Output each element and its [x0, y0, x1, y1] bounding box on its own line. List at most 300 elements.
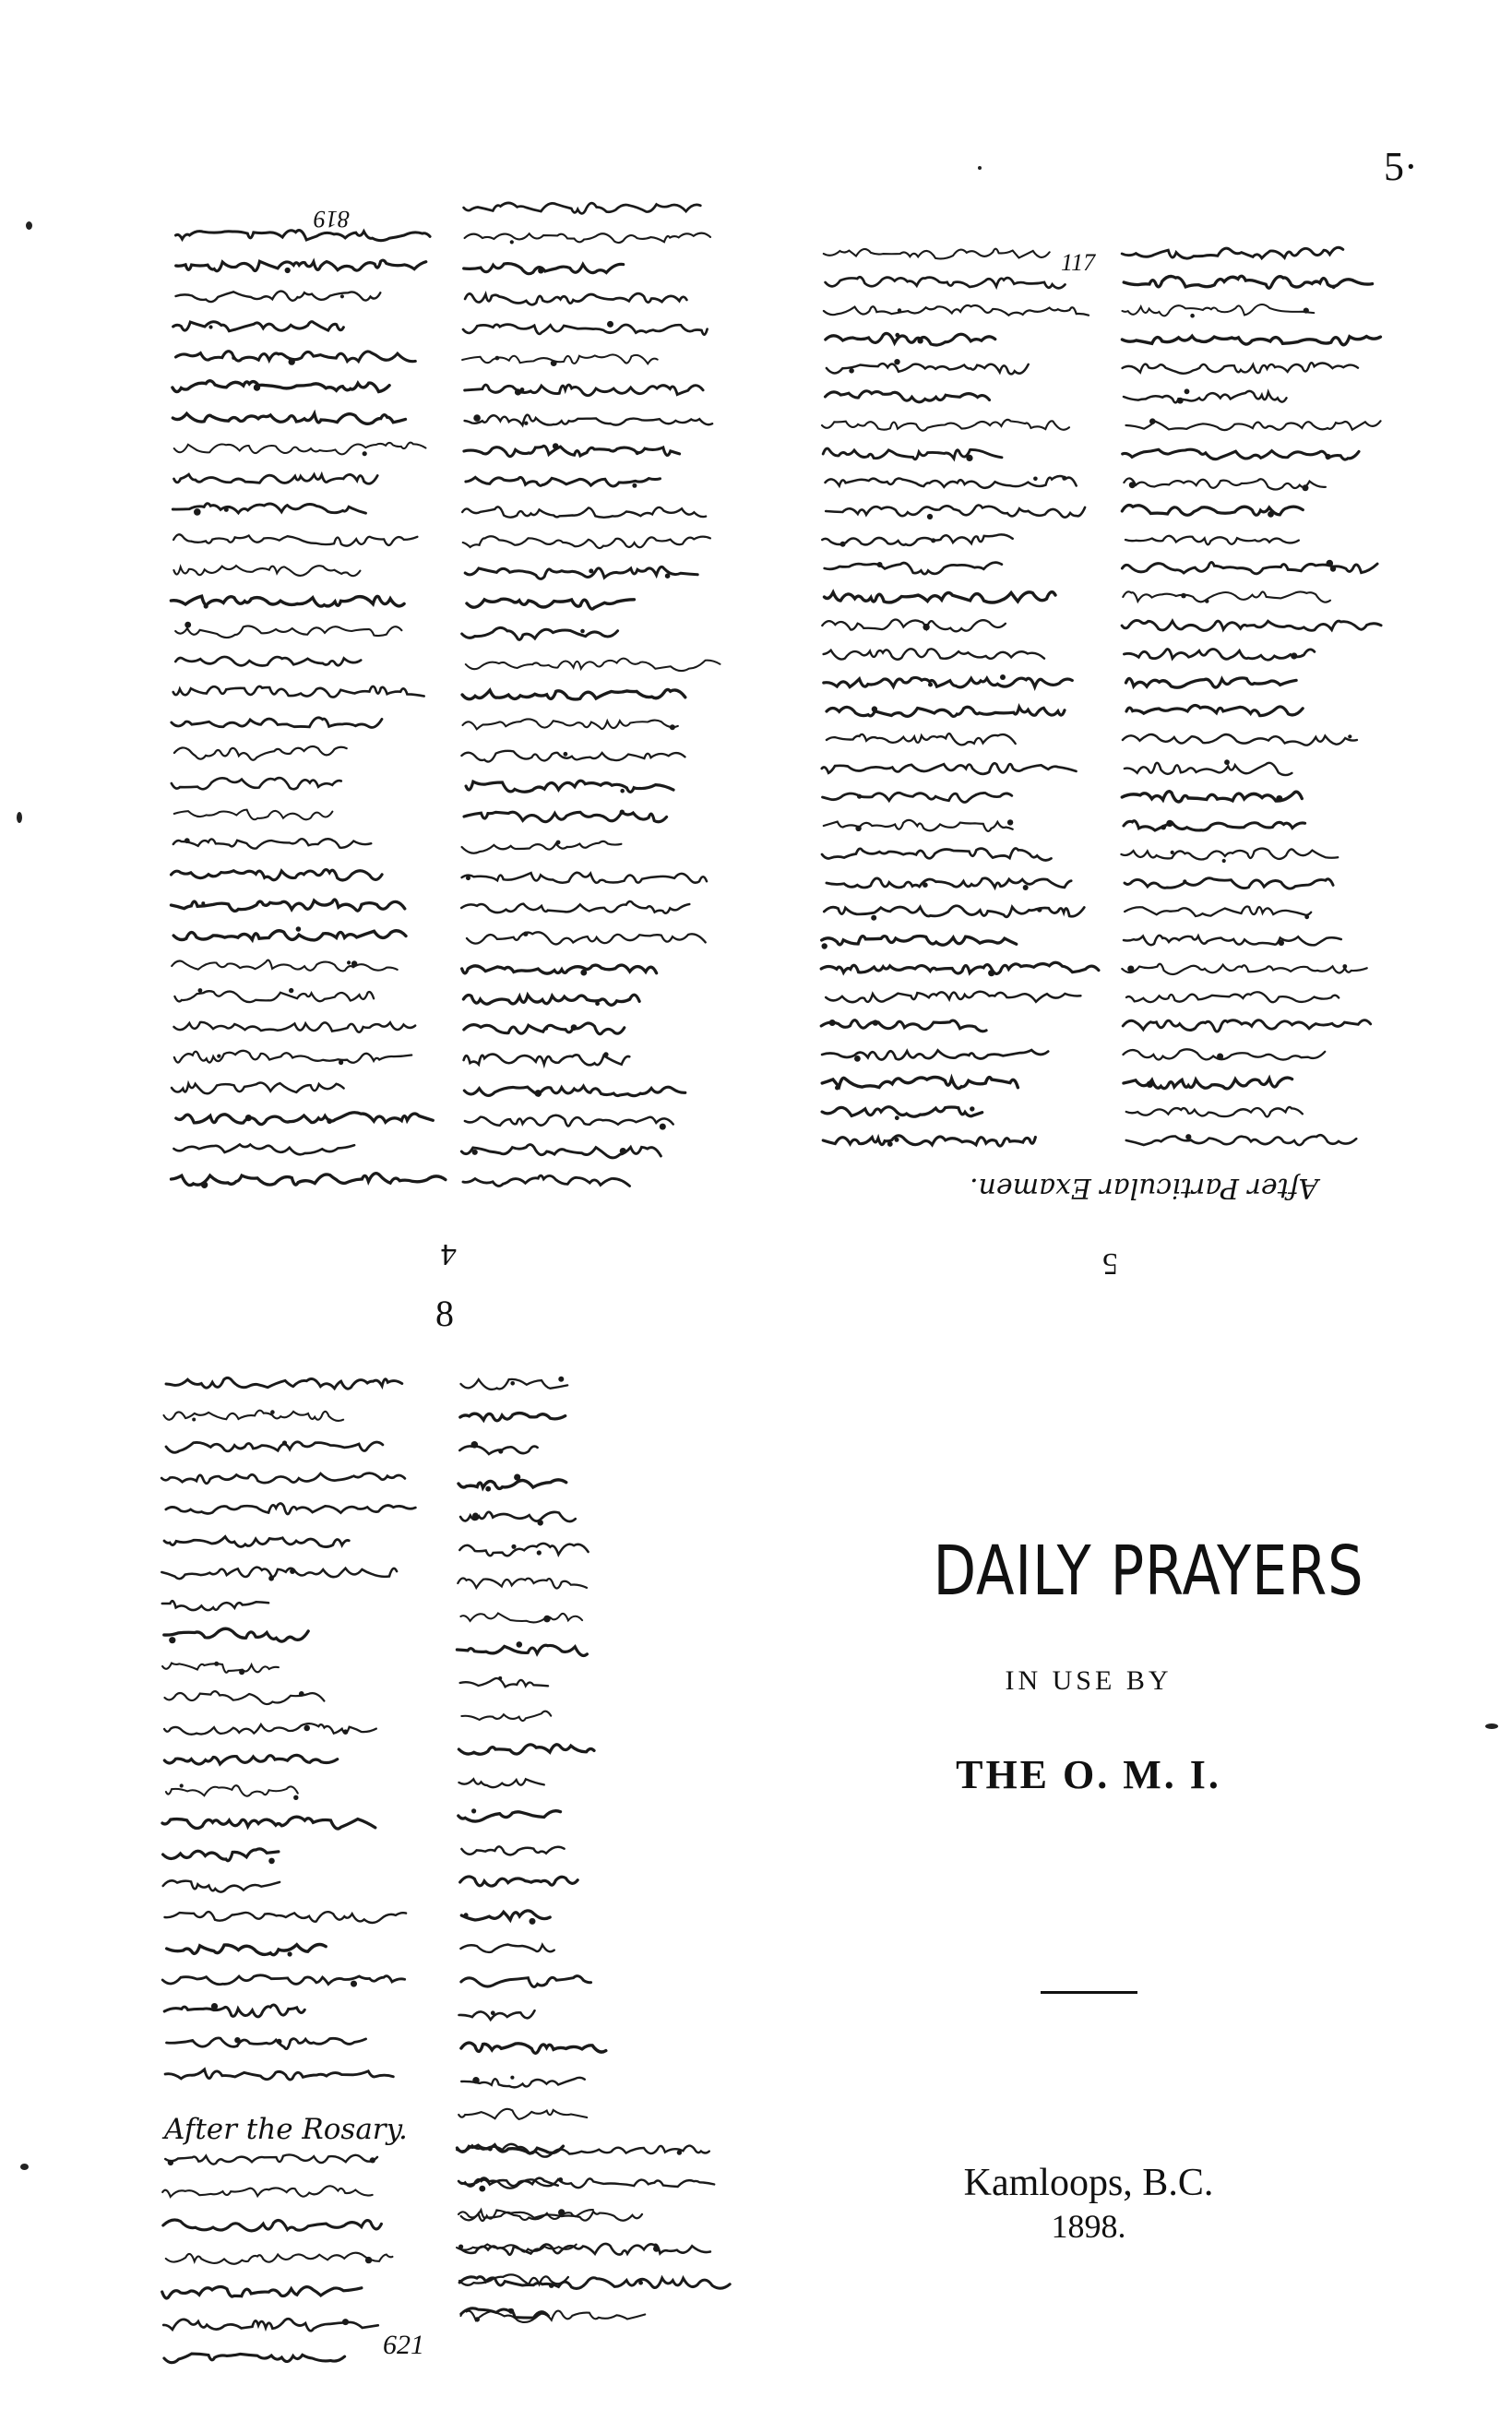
shorthand-stroke: [167, 2038, 366, 2049]
shorthand-stroke: [176, 352, 416, 362]
shorthand-stroke: [460, 1614, 582, 1623]
shorthand-dot: [268, 1858, 275, 1865]
shorthand-stroke: [164, 1628, 308, 1641]
shorthand-stroke: [463, 995, 639, 1005]
shorthand-stroke: [172, 870, 383, 880]
shorthand-dot: [370, 2157, 375, 2163]
shorthand-stroke: [458, 1480, 566, 1489]
shorthand-stroke: [821, 1020, 986, 1032]
shorthand-dot: [1062, 476, 1066, 481]
shorthand-dot: [1327, 560, 1334, 567]
shorthand-dot: [1185, 388, 1190, 394]
shorthand-stroke: [1125, 536, 1299, 545]
scan-speck: [26, 221, 32, 230]
shorthand-stroke: [467, 599, 634, 609]
shorthand-stroke: [467, 932, 706, 944]
shorthand-stroke: [462, 627, 618, 639]
shorthand-stroke: [166, 1785, 298, 1795]
shorthand-stroke: [821, 962, 1099, 973]
shorthand-stroke: [1126, 1107, 1303, 1116]
shorthand-stroke: [1122, 964, 1366, 974]
publication-year: 1898.: [1051, 2208, 1126, 2245]
divider-rule: [1041, 1991, 1137, 1994]
shorthand-stroke: [1125, 878, 1333, 888]
shorthand-stroke: [461, 1846, 564, 1855]
shorthand-dot: [895, 333, 899, 338]
shorthand-dot: [895, 1138, 899, 1142]
shorthand-dot: [530, 1918, 536, 1925]
shorthand-stroke: [1125, 763, 1292, 775]
shorthand-dot: [185, 622, 191, 628]
shorthand-stroke: [1124, 936, 1341, 946]
shorthand-dot: [558, 2177, 563, 2182]
shorthand-dot: [1185, 1134, 1191, 1139]
shorthand-stroke: [465, 1115, 673, 1127]
shorthand-stroke: [174, 474, 378, 483]
shorthand-dot: [290, 1568, 295, 1574]
shorthand-stroke: [822, 534, 1012, 545]
organization-name: THE O. M. I.: [956, 1752, 1221, 1797]
shorthand-stroke: [822, 1077, 1018, 1088]
shorthand-dot: [854, 1055, 861, 1062]
shorthand-dot: [245, 1115, 252, 1121]
shorthand-dot: [1276, 795, 1282, 802]
shorthand-stroke: [462, 965, 657, 973]
shorthand-stroke: [1123, 591, 1330, 602]
shorthand-dot: [485, 1486, 491, 1492]
shorthand-stroke: [1126, 706, 1303, 716]
shorthand-dot: [988, 970, 994, 976]
page-number-5: 5: [1102, 1246, 1118, 1281]
shorthand-stroke: [165, 2154, 377, 2164]
shorthand-dot: [285, 268, 291, 273]
shorthand-stroke: [1123, 1020, 1371, 1032]
shorthand-stroke: [822, 420, 1069, 431]
shorthand-dot: [268, 1576, 274, 1581]
shorthand-stroke: [174, 746, 347, 760]
shorthand-stroke: [1126, 992, 1339, 1002]
shorthand-stroke: [827, 878, 1071, 888]
shorthand-dot: [296, 926, 302, 932]
shorthand-dot: [835, 1086, 839, 1091]
shorthand-dot: [471, 1441, 479, 1449]
shorthand-stroke: [164, 1755, 337, 1764]
shorthand-panel-top-right: [812, 235, 1384, 1186]
shorthand-stroke: [173, 413, 405, 423]
shorthand-dot: [472, 1150, 478, 1155]
shorthand-stroke: [462, 507, 706, 517]
shorthand-dot: [677, 2150, 682, 2154]
shorthand-stroke: [464, 203, 701, 214]
shorthand-stroke: [174, 1022, 416, 1032]
shorthand-stroke: [172, 1174, 446, 1186]
shorthand-dot: [1127, 966, 1134, 972]
shorthand-stroke: [463, 719, 678, 729]
shorthand-dot: [877, 562, 883, 567]
shorthand-stroke: [174, 991, 374, 1002]
shorthand-stroke: [458, 1745, 594, 1754]
shorthand-stroke: [174, 810, 333, 820]
shorthand-dot: [603, 1052, 608, 1056]
shorthand-stroke: [460, 1945, 554, 1952]
shorthand-stroke: [172, 718, 382, 728]
shorthand-dot: [538, 268, 543, 273]
shorthand-stroke: [164, 1537, 349, 1547]
shorthand-stroke: [1123, 304, 1315, 316]
shorthand-stroke: [466, 659, 720, 671]
shorthand-stroke: [824, 305, 1089, 316]
shorthand-dot: [887, 1141, 893, 1147]
scan-speck: [1485, 1723, 1498, 1729]
shorthand-stroke: [173, 839, 371, 848]
shorthand-dot: [923, 624, 929, 630]
shorthand-stroke: [465, 385, 703, 396]
shorthand-dot: [351, 960, 357, 966]
shorthand-stroke: [465, 233, 710, 243]
shorthand-dot: [917, 338, 923, 343]
shorthand-stroke: [824, 677, 1073, 686]
shorthand-stroke: [175, 657, 361, 666]
shorthand-stroke: [462, 873, 707, 883]
shorthand-stroke: [163, 1849, 279, 1861]
scan-speck: [978, 166, 982, 170]
shorthand-stroke: [823, 1136, 1035, 1146]
shorthand-stroke: [162, 1664, 279, 1673]
shorthand-dot: [1171, 851, 1174, 854]
shorthand-stroke: [461, 1145, 661, 1158]
shorthand-stroke: [461, 1976, 591, 1987]
shorthand-dot: [201, 1182, 208, 1188]
page-number-4: 4: [441, 1237, 457, 1271]
shorthand-dot: [1033, 477, 1038, 482]
shorthand-stroke: [174, 443, 426, 455]
shorthand-dot: [556, 841, 561, 845]
caption-after-particular-examen: After Particular Examen.: [970, 1172, 1318, 1204]
shorthand-dot: [829, 1020, 836, 1026]
shorthand-dot: [234, 2037, 240, 2043]
shorthand-stroke: [1126, 678, 1297, 687]
shorthand-dot: [1161, 825, 1166, 830]
shorthand-dot: [282, 1440, 287, 1445]
shorthand-dot: [871, 915, 876, 921]
shorthand-stroke: [176, 260, 426, 271]
shorthand-stroke: [1124, 821, 1305, 830]
shorthand-dot: [1303, 484, 1309, 491]
shorthand-stroke: [1122, 792, 1302, 802]
shorthand-dot: [872, 706, 877, 711]
page-title: DAILY PRAYERS: [933, 1532, 1364, 1611]
shorthand-stroke: [465, 566, 697, 578]
shorthand-stroke: [826, 476, 1077, 488]
shorthand-dot: [479, 2186, 485, 2192]
shorthand-stroke: [826, 277, 1066, 288]
shorthand-stroke: [1122, 506, 1303, 516]
shorthand-dot: [1023, 885, 1029, 890]
shorthand-stroke: [459, 1446, 537, 1454]
shorthand-dot: [553, 443, 559, 449]
shorthand-dot: [198, 988, 203, 993]
shorthand-stroke: [162, 2186, 373, 2197]
page-subtitle: IN USE BY: [1005, 1665, 1173, 1696]
shorthand-dot: [1222, 859, 1226, 863]
shorthand-stroke: [176, 1113, 434, 1125]
shorthand-dot: [289, 988, 293, 993]
shorthand-stroke: [461, 901, 689, 913]
shorthand-stroke: [827, 364, 1029, 374]
shorthand-stroke: [173, 381, 389, 392]
shorthand-stroke: [463, 325, 708, 335]
shorthand-dot: [537, 1550, 542, 1555]
shorthand-dot: [340, 294, 344, 298]
shorthand-dot: [168, 2160, 173, 2165]
shorthand-dot: [472, 1513, 479, 1520]
caption-after-the-rosary: After the Rosary.: [164, 2113, 408, 2146]
shorthand-dot: [1007, 819, 1013, 825]
shorthand-stroke: [1122, 247, 1343, 258]
shorthand-dot: [192, 1418, 196, 1422]
shorthand-dot: [1166, 820, 1173, 827]
shorthand-dot: [524, 422, 528, 425]
shorthand-dot: [928, 683, 933, 687]
shorthand-dot: [558, 1377, 564, 1382]
shorthand-stroke: [166, 1504, 416, 1515]
shorthand-dot: [636, 451, 639, 455]
shorthand-dot: [1000, 674, 1006, 680]
shorthand-stroke: [822, 763, 1077, 774]
shorthand-stroke: [161, 1568, 397, 1579]
shorthand-stroke: [459, 1544, 588, 1556]
shorthand-dot: [544, 1027, 548, 1031]
shorthand-stroke: [1126, 421, 1381, 430]
shorthand-stroke: [466, 477, 661, 486]
shorthand-dot: [232, 356, 235, 360]
shorthand-stroke: [173, 931, 406, 940]
shorthand-stroke: [459, 2010, 535, 2020]
shorthand-stroke: [464, 446, 680, 456]
shorthand-dot: [466, 876, 470, 880]
shorthand-dot: [1183, 879, 1186, 883]
shorthand-stroke: [465, 293, 686, 304]
shorthand-dot: [589, 568, 593, 573]
shorthand-stroke: [457, 1645, 587, 1655]
shorthand-dot: [1330, 566, 1336, 571]
shorthand-dot: [510, 2076, 514, 2080]
shorthand-dot: [873, 1020, 878, 1025]
shorthand-stroke: [176, 231, 431, 241]
shorthand-stroke: [173, 322, 344, 331]
shorthand-stroke: [173, 504, 365, 514]
shorthand-dot: [580, 970, 587, 976]
shorthand-dot: [363, 451, 367, 456]
shorthand-dot: [327, 1118, 332, 1124]
shorthand-stroke: [826, 992, 1080, 1002]
shorthand-stroke: [172, 1082, 344, 1093]
shorthand-stroke: [464, 1023, 625, 1034]
shorthand-stroke: [460, 1413, 566, 1421]
shorthand-stroke: [826, 505, 1085, 517]
shorthand-dot: [270, 1410, 275, 1414]
shorthand-dot: [538, 1520, 543, 1525]
shorthand-stroke: [162, 1975, 405, 1985]
shorthand-dot: [549, 2283, 554, 2288]
shorthand-stroke: [1122, 620, 1381, 630]
shorthand-stroke: [460, 1877, 578, 1886]
shorthand-stroke: [822, 1107, 982, 1117]
shorthand-dot: [217, 1055, 220, 1058]
shorthand-stroke: [827, 733, 1016, 745]
shorthand-dot: [931, 538, 935, 543]
shorthand-dot: [277, 2039, 282, 2045]
shorthand-dot: [1129, 482, 1136, 488]
shorthand-stroke: [827, 707, 1065, 716]
shorthand-dot: [1181, 593, 1186, 599]
shorthand-dot: [1217, 1054, 1223, 1060]
shorthand-dot: [511, 1544, 516, 1549]
shorthand-dot: [289, 358, 295, 364]
shorthand-stroke: [162, 1601, 268, 1610]
shorthand-dot: [347, 960, 351, 964]
scan-speck: [20, 2164, 29, 2170]
shorthand-stroke: [173, 1144, 354, 1154]
shorthand-dot: [822, 943, 827, 948]
shorthand-scribbles-top-right: [812, 235, 1384, 1186]
shorthand-dot: [665, 573, 671, 578]
scan-speck: [17, 812, 22, 823]
shorthand-dot: [1177, 398, 1184, 404]
shorthand-stroke: [460, 1678, 548, 1687]
shorthand-stroke: [165, 1912, 407, 1923]
shorthand-dot: [254, 384, 260, 390]
shorthand-stroke: [1125, 906, 1311, 916]
shorthand-dot: [288, 1951, 292, 1956]
shorthand-dot: [620, 789, 625, 793]
corner-number-top-right: 117: [1061, 249, 1096, 276]
shorthand-stroke: [1126, 1135, 1356, 1145]
shorthand-stroke: [825, 592, 1056, 602]
shorthand-stroke: [826, 391, 990, 402]
shorthand-dot: [1326, 454, 1331, 459]
shorthand-dot: [510, 1381, 515, 1386]
shorthand-dot: [849, 368, 854, 374]
shorthand-stroke: [465, 415, 712, 425]
shorthand-scribbles-bottom-left: [152, 1366, 743, 2371]
shorthand-stroke: [461, 1911, 550, 1920]
shorthand-stroke: [174, 1051, 411, 1063]
shorthand-dot: [1331, 285, 1335, 289]
shorthand-dot: [201, 901, 205, 905]
shorthand-dot: [840, 542, 846, 547]
shorthand-dot: [515, 388, 521, 395]
shorthand-dot: [1348, 734, 1351, 738]
shorthand-dot: [224, 507, 229, 512]
shorthand-dot: [927, 514, 933, 519]
shorthand-dot: [498, 1449, 503, 1453]
shorthand-dot: [1149, 418, 1156, 424]
shorthand-dot: [1304, 914, 1309, 919]
shorthand-dot: [1147, 1081, 1153, 1088]
shorthand-stroke: [822, 619, 1006, 631]
shorthand-dot: [491, 2010, 495, 2015]
shorthand-dot: [970, 1106, 974, 1111]
shorthand-stroke: [161, 1473, 405, 1484]
shorthand-stroke: [461, 2078, 585, 2088]
shorthand-dot: [632, 483, 637, 488]
shorthand-stroke: [1124, 649, 1315, 660]
shorthand-panel-top-left: [161, 189, 733, 1213]
shorthand-stroke: [1122, 849, 1339, 860]
shorthand-dot: [620, 1148, 626, 1154]
shorthand-dot: [543, 1616, 551, 1623]
shorthand-stroke: [1123, 363, 1358, 374]
shorthand-dot: [1205, 599, 1208, 602]
shorthand-stroke: [824, 906, 1084, 917]
shorthand-dot: [898, 308, 901, 312]
shorthand-stroke: [825, 563, 1002, 575]
shorthand-dot: [214, 1662, 219, 1666]
shorthand-dot: [855, 826, 861, 831]
shorthand-stroke: [457, 2144, 709, 2157]
shorthand-stroke: [173, 686, 424, 698]
shorthand-stroke: [461, 1711, 551, 1721]
shorthand-dot: [1291, 652, 1297, 659]
shorthand-dot: [304, 1725, 310, 1732]
shorthand-stroke: [461, 2043, 606, 2053]
shorthand-dot: [1037, 907, 1042, 912]
shorthand-scribbles-top-left: [161, 189, 733, 1213]
shorthand-stroke: [164, 1411, 344, 1421]
shorthand-dot: [551, 360, 557, 366]
shorthand-stroke: [458, 2109, 587, 2119]
shorthand-stroke: [173, 534, 417, 545]
shorthand-dot: [239, 1669, 244, 1675]
shorthand-dot: [293, 1795, 298, 1800]
shorthand-stroke: [822, 936, 1017, 945]
shorthand-stroke: [166, 2253, 393, 2264]
shorthand-stroke: [1122, 562, 1377, 573]
shorthand-stroke: [461, 2311, 646, 2322]
shorthand-stroke: [164, 2354, 345, 2363]
shorthand-stroke: [163, 1880, 280, 1891]
shorthand-dot: [638, 2281, 643, 2285]
shorthand-stroke: [173, 566, 360, 576]
shorthand-dot: [204, 603, 208, 608]
shorthand-stroke: [824, 649, 1044, 659]
shorthand-dot: [670, 724, 675, 730]
shorthand-dot: [508, 2308, 514, 2314]
shorthand-dot: [495, 356, 500, 361]
shorthand-dot: [660, 1124, 666, 1130]
shorthand-stroke: [459, 2277, 730, 2289]
shorthand-dot: [517, 1641, 523, 1648]
shorthand-dot: [653, 2246, 660, 2252]
publication-place: Kamloops, B.C.: [963, 2162, 1214, 2204]
shorthand-panel-bottom-left: [152, 1366, 743, 2371]
shorthand-stroke: [463, 536, 710, 548]
shorthand-dot: [180, 1783, 184, 1787]
shorthand-dot: [966, 455, 972, 461]
shorthand-stroke: [1122, 336, 1380, 344]
shorthand-dot: [564, 752, 568, 757]
shorthand-dot: [365, 2257, 372, 2263]
shorthand-stroke: [464, 812, 667, 822]
shorthand-stroke: [166, 1442, 383, 1453]
shorthand-stroke: [824, 249, 1050, 259]
shorthand-dot: [194, 508, 201, 516]
shorthand-dot: [351, 1981, 357, 1987]
shorthand-dot: [471, 1808, 476, 1813]
shorthand-dot: [342, 2319, 349, 2325]
shorthand-stroke: [1123, 449, 1359, 459]
